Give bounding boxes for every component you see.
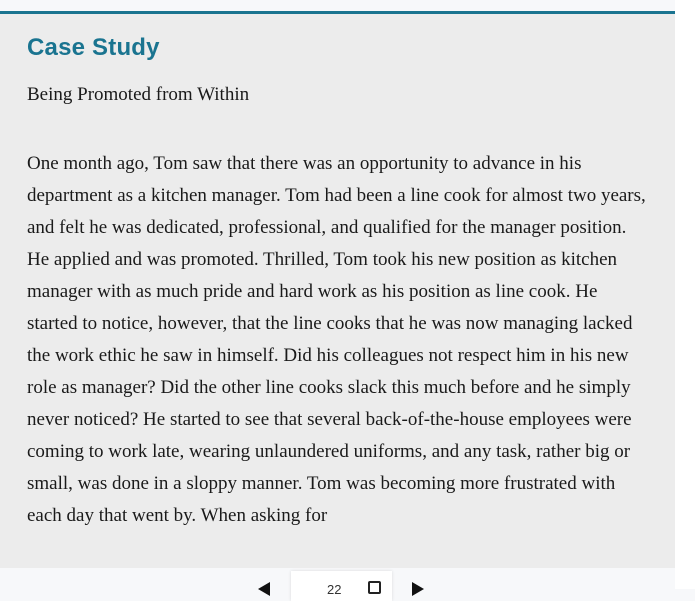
case-study-subtitle: Being Promoted from Within: [27, 84, 250, 105]
case-study-title: Case Study: [27, 34, 160, 61]
chevron-left-icon[interactable]: [258, 582, 270, 596]
page-indicator: [291, 571, 392, 601]
scrollbar-track[interactable]: [675, 0, 695, 589]
case-study-box: [0, 11, 675, 568]
page-icon[interactable]: [368, 581, 381, 594]
case-study-body: One month ago, Tom saw that there was an opportunity to advance in his department as a kitchen manager. Tom had been a line cook for almost two years, and felt he was dedicated, professional, and qualified for the manager position. He applied and was promoted. Thrilled, Tom took his new position as kitchen manager with as much pride and hard work as his position as line cook. He started to notice, however, that the line cooks that he was now managing lacked the work ethic he saw in himself. Did his colleagues not respect him in his new role as manager? Did the other line cooks slack this much before and he simply never noticed? He started to see that several back-of-the-house employees were coming to work late, wearing unlaundered uniforms, and any task, rather big or small, was done in a sloppy manner. Tom was becoming more frustrated with each day that went by. When asking for: [27, 153, 646, 526]
page-number: 22: [327, 582, 342, 597]
page-navigation: [0, 568, 675, 597]
chevron-right-icon[interactable]: [412, 582, 424, 596]
